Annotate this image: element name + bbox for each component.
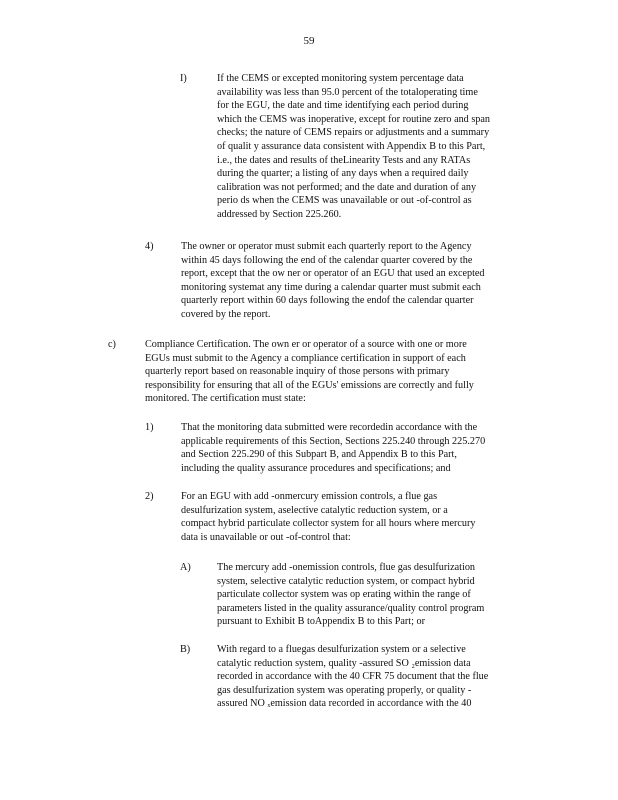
text-line: That the monitoring data submitted were recordedin accordance with the <box>181 422 478 433</box>
text-line: desulfurization system, aselective catalytic reduction system, or a <box>181 504 448 516</box>
item-body <box>181 240 485 322</box>
item-label: A) <box>180 562 191 573</box>
text-line: checks; the nature of CEMS repairs or adjustments and a summary <box>217 127 490 139</box>
text-line: For an EGU with add -onmercury emission controls, a flue gas <box>181 491 438 502</box>
text-line: system, selective catalytic reduction system, or compact hybrid <box>217 575 475 587</box>
item-body <box>181 421 485 475</box>
text-line: of qualit y assurance data consistent with Appendix B to this Part, <box>217 140 486 152</box>
text-line: The owner or operator must submit each quarterly report to the Agency <box>181 241 472 252</box>
text-line: calibration was not performed; and the date and duration of any <box>217 181 477 193</box>
text-line: which the CEMS was inoperative, except for routine zero and span <box>217 113 490 125</box>
item-body <box>217 72 490 222</box>
text-line: including the quality assurance procedures and specifications; and <box>181 462 451 474</box>
text-line: If the CEMS or excepted monitoring system percentage data <box>217 73 464 84</box>
text-line: recorded in accordance with the 40 CFR 75 document that the flue <box>217 671 489 683</box>
item-label: I) <box>180 73 187 84</box>
text-line: The mercury add -onemission controls, flue gas desulfurization <box>217 562 476 573</box>
text-line: covered by the report. <box>181 308 271 320</box>
text-line: availability was less than 95.0 percent of the totaloperating time <box>217 86 478 98</box>
text-line: responsibility for ensuring that all of the EGUs' emissions are correctly and fully <box>145 379 474 391</box>
item-label: 1) <box>145 422 154 433</box>
text-line: EGUs must submit to the Agency a compliance certification in support of each <box>145 352 466 364</box>
item-body <box>181 490 475 544</box>
text-line: assured NO ₓemission data recorded in accordance with the 40 <box>217 698 472 710</box>
text-line: report, except that the ow ner or operator of an EGU that used an excepted <box>181 268 485 280</box>
item-body <box>217 561 484 629</box>
item-body <box>145 338 474 406</box>
page-number: 59 <box>303 35 315 47</box>
text-line: quarterly report within 60 days following the endof the calendar quarter <box>181 295 474 307</box>
text-line: for the EGU, the date and time identifying each period during <box>217 100 469 112</box>
text-line: gas desulfurization system was operating properly, or quality - <box>217 684 472 696</box>
text-line: quarterly report based on reasonable inquiry of those persons with primary <box>145 366 450 378</box>
item-body <box>217 643 488 711</box>
text-line: during the quarter; a listing of any days when a required daily <box>217 168 469 180</box>
item-label: 2) <box>145 491 154 502</box>
text-line: perio ds when the CEMS was unavailable or out -of-control as <box>217 195 472 207</box>
text-line: Compliance Certification. The own er or operator of a source with one or more <box>145 339 467 350</box>
text-line: parameters listed in the quality assurance/quality control program <box>217 602 485 614</box>
text-line: pursuant to Exhibit B toAppendix B to this Part; or <box>217 616 425 628</box>
text-line: With regard to a fluegas desulfurization system or a selective <box>217 644 466 655</box>
item-label: c) <box>108 339 116 350</box>
text-line: addressed by Section 225.260. <box>217 208 342 220</box>
text-line: monitored. The certification must state: <box>145 393 306 405</box>
text-line: and Section 225.290 of this Subpart B, and Appendix B to this Part, <box>181 449 457 461</box>
text-line: particulate collector system was op erating within the range of <box>217 589 471 601</box>
text-line: i.e., the dates and results of theLinearity Tests and any RATAs <box>217 154 471 166</box>
item-label: B) <box>180 644 191 655</box>
text-line: compact hybrid particulate collector system for all hours where mercury <box>181 518 476 530</box>
text-line: catalytic reduction system, quality -assured SO ₂emission data <box>217 657 471 669</box>
text-line: within 45 days following the end of the calendar quarter covered by the <box>181 254 473 266</box>
text-line: data is unavailable or out -of-control that: <box>181 531 351 543</box>
text-line: monitoring systemat any time during a calendar quarter must submit each <box>181 281 481 293</box>
text-line: applicable requirements of this Section, Sections 225.240 through 225.270 <box>181 435 486 447</box>
item-label: 4) <box>145 241 154 252</box>
